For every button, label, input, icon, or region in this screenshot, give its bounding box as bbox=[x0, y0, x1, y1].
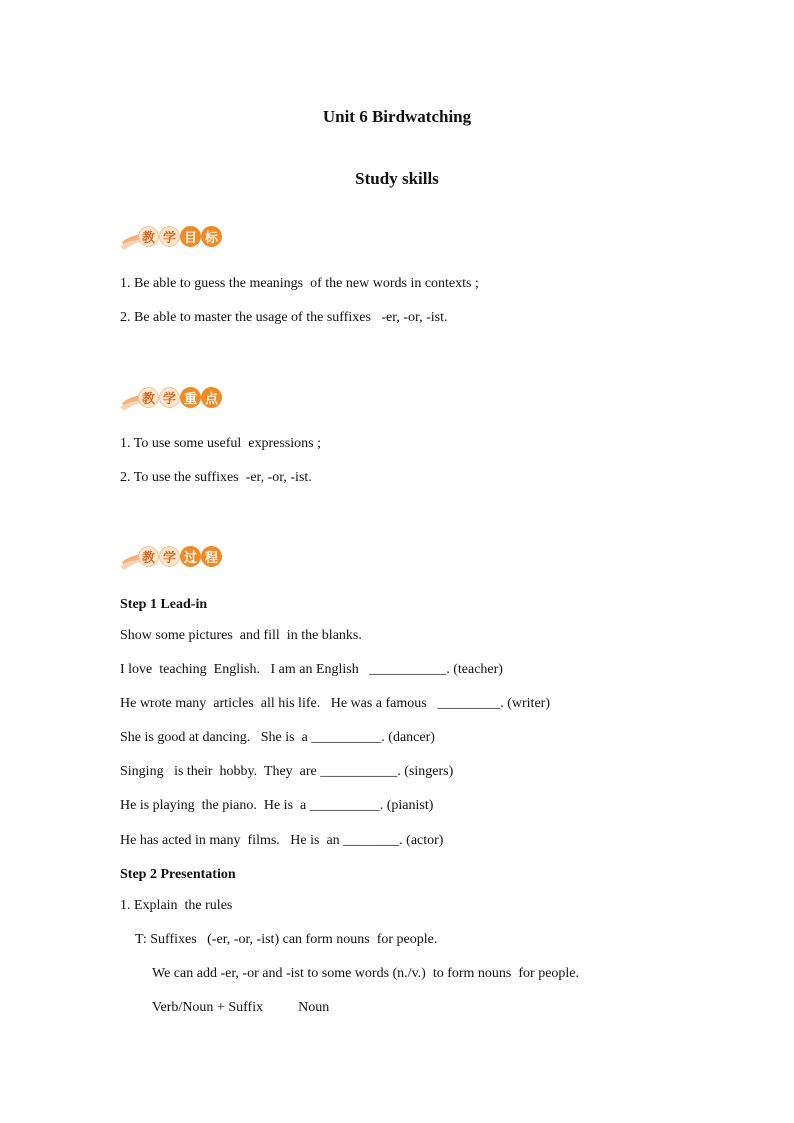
badge-char: 教 bbox=[138, 546, 159, 567]
key-point-item-2: 2. To use the suffixes -er, -or, -ist. bbox=[120, 470, 312, 485]
blank-sentence: He has acted in many films. He is an ________. (actor) bbox=[120, 833, 444, 848]
badge-char: 目 bbox=[180, 226, 201, 247]
key-point-item-1: 1. To use some useful expressions ; bbox=[120, 436, 321, 451]
formula-line: Verb/Noun + Suffix Noun bbox=[152, 1000, 330, 1015]
badge-char: 教 bbox=[138, 387, 159, 408]
badge-char: 学 bbox=[159, 546, 180, 567]
step1-heading: Step 1 Lead-in bbox=[120, 597, 208, 612]
badge-char: 过 bbox=[180, 546, 201, 567]
badge-char: 程 bbox=[201, 546, 222, 567]
rule-line: We can add -er, -or and -ist to some words (n./v.) to form nouns for people. bbox=[152, 966, 580, 981]
step2-item-1: 1. Explain the rules bbox=[120, 898, 233, 913]
objective-item-2: 2. Be able to master the usage of the suffixes -er, -or, -ist. bbox=[120, 310, 448, 325]
objectives-badge bbox=[120, 224, 230, 250]
badge-char: 教 bbox=[138, 226, 159, 247]
badge-char: 重 bbox=[180, 387, 201, 408]
blank-sentence: I love teaching English. I am an English ___________. (teacher) bbox=[120, 662, 503, 677]
badge-char: 学 bbox=[159, 226, 180, 247]
key-points-badge bbox=[120, 385, 230, 411]
blank-sentence: Singing is their hobby. They are ___________. (singers) bbox=[120, 764, 454, 779]
objective-item-1: 1. Be able to guess the meanings of the new words in contexts ; bbox=[120, 276, 479, 291]
badge-char: 学 bbox=[159, 387, 180, 408]
page-title: Unit 6 Birdwatching bbox=[322, 107, 472, 126]
blank-sentence: He wrote many articles all his life. He was a famous _________. (writer) bbox=[120, 696, 550, 711]
teacher-line: T: Suffixes (-er, -or, -ist) can form nouns for people. bbox=[135, 932, 438, 947]
badge-char: 点 bbox=[201, 387, 222, 408]
blank-sentence: She is good at dancing. She is a __________. (dancer) bbox=[120, 730, 435, 745]
step1-intro: Show some pictures and fill in the blanks. bbox=[120, 628, 362, 643]
page-subtitle: Study skills bbox=[355, 169, 439, 188]
badge-char: 标 bbox=[201, 226, 222, 247]
process-badge bbox=[120, 544, 230, 570]
blank-sentence: He is playing the piano. He is a __________. (pianist) bbox=[120, 798, 434, 813]
step2-heading: Step 2 Presentation bbox=[120, 867, 236, 882]
